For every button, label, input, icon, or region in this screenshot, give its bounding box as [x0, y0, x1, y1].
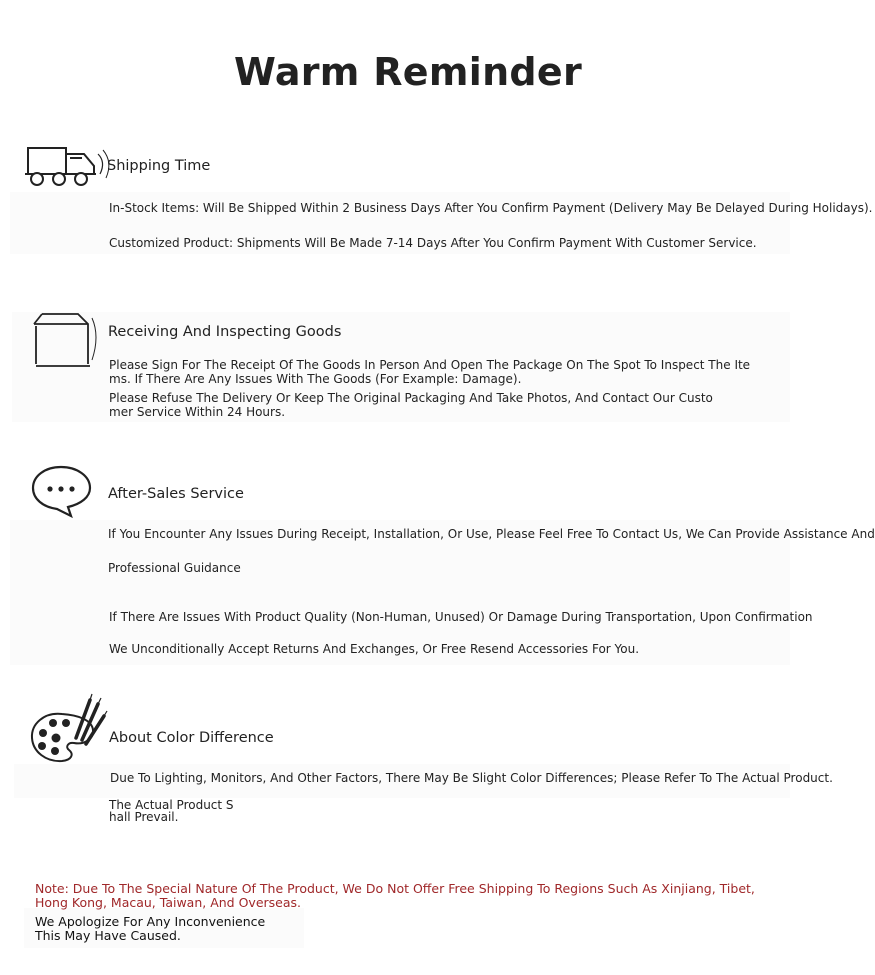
truck-icon — [24, 140, 116, 190]
shipping-heading: Shipping Time — [107, 158, 211, 174]
after-sales-returns-text: We Unconditionally Accept Returns And Exchanges, Or Free Resend Accessories For You. — [109, 642, 640, 656]
page-title: Warm Reminder — [233, 50, 583, 94]
receiving-inspect-text: Please Sign For The Receipt Of The Goods In Person And Open The Package On The Spot To Inspect The Items. If There Are Any Issues With The Goods (For Example: Damage). — [109, 358, 751, 386]
after-sales-contact-text: If You Encounter Any Issues During Receipt, Installation, Or Use, Please Feel Free To Contact Us, We Can Provide Assistance And — [108, 527, 875, 541]
after-sales-guidance-text: Professional Guidance — [108, 561, 241, 575]
receiving-heading: Receiving And Inspecting Goods — [108, 324, 342, 340]
after-sales-heading: After-Sales Service — [108, 486, 244, 502]
palette-icon — [28, 692, 108, 766]
box-icon — [30, 306, 104, 372]
note-apology-text: We Apologize For Any Inconvenience This May Have Caused. — [35, 914, 266, 943]
chat-bubble-icon — [30, 464, 94, 520]
note-shipping-text: Note: Due To The Special Nature Of The Product, We Do Not Offer Free Shipping To Regions Such As Xinjiang, Tibet, Hong Kong, Macau, Taiwan, And Overseas. — [35, 881, 755, 910]
receiving-refuse-text: Please Refuse The Delivery Or Keep The Original Packaging And Take Photos, And Contact Our Customer Service Within 24 Hours. — [109, 391, 713, 419]
color-prevail-text: The Actual Product Shall Prevail. — [109, 798, 234, 824]
shipping-customized-text: Customized Product: Shipments Will Be Made 7-14 Days After You Confirm Payment With Customer Service. — [109, 236, 757, 250]
shipping-instock-text: In-Stock Items: Will Be Shipped Within 2 Business Days After You Confirm Payment (Delivery May Be Delayed During Holidays). — [109, 201, 873, 215]
after-sales-quality-text: If There Are Issues With Product Quality (Non-Human, Unused) Or Damage During Transportation, Upon Confirmation — [109, 610, 813, 624]
color-heading: About Color Difference — [109, 730, 274, 746]
color-lighting-text: Due To Lighting, Monitors, And Other Factors, There May Be Slight Color Differences; Please Refer To The Actual Product. — [110, 771, 833, 785]
